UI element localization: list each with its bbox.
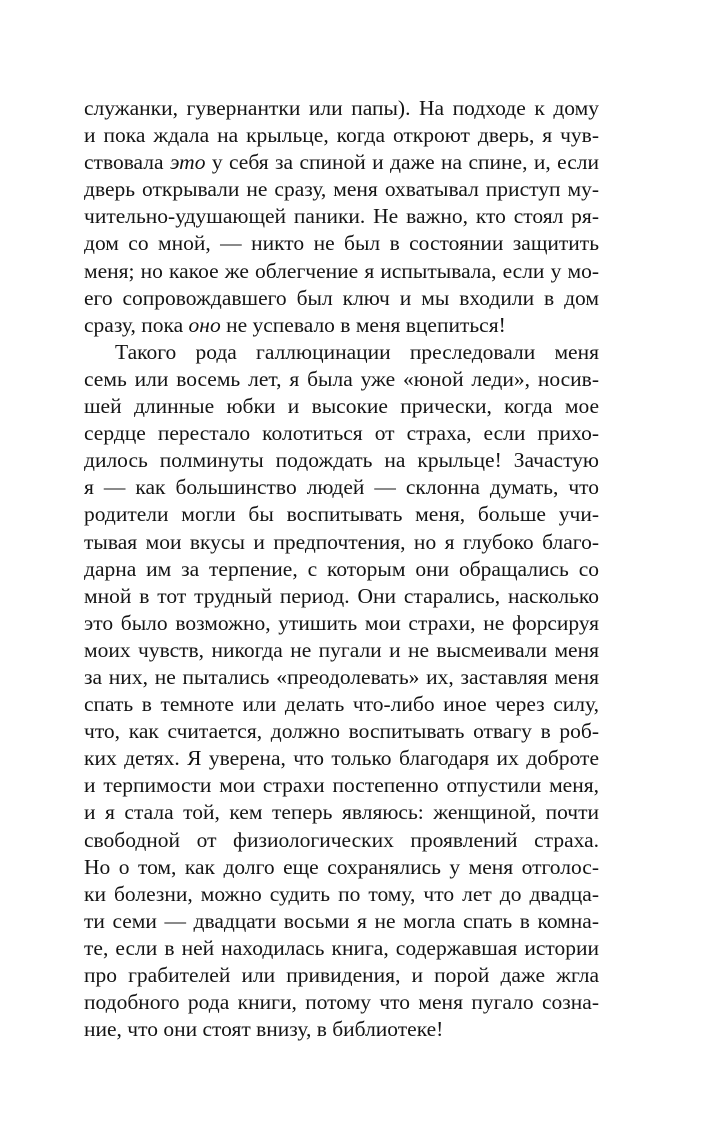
text-span: не успевало в меня вцепиться! [220, 312, 506, 337]
italic-word: это [169, 150, 206, 175]
text-line: ких детях. Я уверена, что только благодаря их доброте [84, 746, 599, 771]
text-line: служанки, гувернантки или папы). На подходе к дому [84, 96, 599, 120]
text-line: подобного рода книги, потому что меня пугало созна- [84, 990, 599, 1015]
paragraph [84, 339, 599, 1043]
text-line [84, 312, 599, 339]
text-line [84, 149, 599, 176]
text-line: моих чувств, никогда не пугали и не высмеивали меня [84, 637, 599, 662]
text-line: я — как большинство людей — склонна думать, что [84, 475, 599, 500]
text-line: тывая мои вкусы и предпочтения, но я глубоко благо- [84, 529, 599, 554]
text-line: Но о том, как долго еще сохранялись у меня отголос- [84, 854, 599, 879]
text-line: свободной от физиологических проявлений страха. [84, 827, 599, 852]
text-line: ти семи — двадцати восьми я не могла спать в комна- [84, 908, 599, 933]
text-line: чительно-удушающей паники. Не важно, кто стоял ря- [84, 204, 599, 229]
text-span: у себя за спиной и даже на спине, и, если [205, 150, 599, 175]
text-span: сразу, пока [84, 312, 189, 337]
text-line: Такого рода галлюцинации преследовали меня [115, 339, 599, 364]
text-line: спать в темноте или делать что-либо иное через силу, [84, 692, 599, 717]
text-line: мной в тот трудный период. Они старались, насколько [84, 583, 599, 608]
text-line: родители могли бы воспитывать меня, больше учи- [84, 502, 599, 527]
text-line: шей длинные юбки и высокие прически, когда мое [84, 394, 599, 419]
text-line: дарна им за терпение, с которым они обращались со [84, 556, 599, 581]
text-line: ки болезни, можно судить по тому, что лет до двадца- [84, 881, 599, 906]
text-line: сердце перестало колотиться от страха, если прихо- [84, 421, 599, 446]
text-line: те, если в ней находилась книга, содержавшая истории [84, 935, 599, 960]
text-line: про грабителей или привидения, и порой даже жгла [84, 963, 599, 987]
text-line: его сопровождавшего был ключ и мы входили в дом [84, 285, 599, 310]
text-line: дверь открывали не сразу, меня охватывал приступ му- [84, 177, 599, 202]
italic-word: оно [188, 312, 221, 337]
text-line: меня; но какое же облегчение я испытывала, если у мо- [84, 258, 599, 283]
text-line: и я стала той, кем теперь являюсь: женщиной, почти [84, 800, 599, 825]
text-line: это было возможно, утишить мои страхи, не форсируя [84, 610, 599, 635]
text-line: за них, не пытались «преодолевать» их, заставляя меня [84, 664, 599, 689]
text-line: дом со мной, — никто не был в состоянии защитить [84, 231, 599, 256]
text-line: и пока ждала на крыльце, когда откроют дверь, я чув- [84, 123, 599, 148]
text-span: ствовала [84, 150, 170, 175]
text-line: дилось полминуты подождать на крыльце! Зачастую [84, 448, 599, 473]
text-line: что, как считается, должно воспитывать отвагу в роб- [84, 719, 599, 744]
text-line: ние, что они стоят внизу, в библиотеке! [84, 1017, 444, 1042]
paragraph [84, 95, 599, 339]
text-line: семь или восемь лет, я была уже «юной леди», носив- [84, 366, 599, 391]
text-line: и терпимости мои страхи постепенно отпустили меня, [84, 773, 599, 798]
body-text [84, 95, 599, 1043]
